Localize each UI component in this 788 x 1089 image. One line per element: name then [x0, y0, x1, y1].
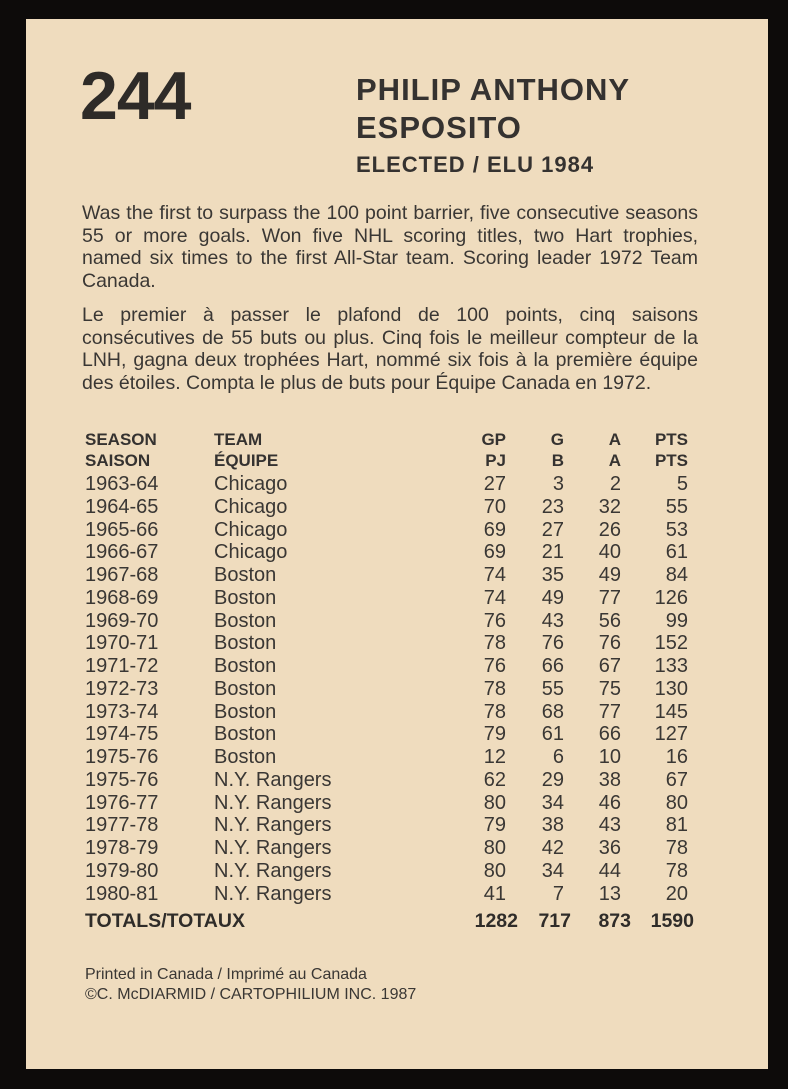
player-name-line2: ESPOSITO — [356, 110, 522, 145]
cell-a: 44 — [598, 859, 621, 882]
cell-season: 1975-76 — [85, 768, 159, 791]
cell-gp: 12 — [483, 746, 506, 768]
cell-gp: 70 — [483, 495, 506, 518]
cell-team: Boston — [214, 677, 277, 700]
cell-gp: 78 — [483, 632, 506, 655]
copyright: ©C. McDIARMID / CARTOPHILIUM INC. 1987 — [85, 986, 417, 1003]
cell-g: 6 — [552, 746, 564, 768]
cell-pts: 80 — [665, 791, 688, 814]
header-a: A A — [608, 430, 621, 470]
table-row — [26, 541, 768, 564]
cell-g: 55 — [541, 677, 564, 700]
cell-a: 67 — [598, 655, 621, 677]
cell-g: 3 — [552, 473, 564, 495]
cell-gp: 78 — [483, 677, 506, 700]
cell-pts: 16 — [665, 746, 688, 768]
footer — [85, 965, 416, 1005]
cell-g: 34 — [541, 791, 564, 814]
cell-gp: 69 — [483, 518, 506, 541]
totals-gp: 1282 — [474, 910, 518, 932]
cell-gp: 74 — [483, 586, 506, 609]
cell-gp: 79 — [483, 814, 506, 837]
cell-season: 1975-76 — [85, 746, 159, 768]
cell-pts: 152 — [654, 632, 688, 655]
cell-a: 36 — [598, 837, 621, 859]
table-row — [26, 632, 768, 655]
table-row — [26, 496, 768, 519]
bio-english: Was the first to surpass the 100 point barrier, five consecutive seasons 55 or more goals. Won five NHL scoring titles, two Hart trophies, named six times to the first All-Star team. Scoring leader 1972 Team Canada. — [82, 202, 698, 292]
cell-gp: 27 — [483, 473, 506, 495]
table-row — [26, 701, 768, 724]
totals-g: 717 — [538, 910, 571, 932]
player-name — [356, 71, 630, 147]
cell-gp: 78 — [483, 700, 506, 723]
cell-team: Boston — [214, 586, 277, 609]
cell-season: 1965-66 — [85, 518, 159, 541]
cell-pts: 78 — [665, 837, 688, 859]
cell-a: 46 — [598, 791, 621, 814]
cell-pts: 126 — [654, 586, 688, 609]
card-back — [26, 19, 768, 1069]
cell-season: 1967-68 — [85, 564, 159, 586]
totals-pts: 1590 — [650, 910, 694, 932]
cell-a: 32 — [598, 495, 621, 518]
cell-team: Boston — [214, 632, 277, 655]
cell-season: 1963-64 — [85, 473, 159, 495]
cell-g: 34 — [541, 859, 564, 882]
cell-gp: 62 — [483, 768, 506, 791]
cell-season: 1969-70 — [85, 609, 159, 632]
cell-a: 2 — [609, 473, 621, 495]
cell-team: Boston — [214, 564, 277, 586]
cell-pts: 99 — [665, 609, 688, 632]
cell-pts: 84 — [665, 564, 688, 586]
table-row — [26, 769, 768, 792]
cell-season: 1970-71 — [85, 632, 159, 655]
cell-pts: 61 — [665, 541, 688, 564]
table-row — [26, 792, 768, 815]
cell-gp: 76 — [483, 655, 506, 677]
cell-team: Chicago — [214, 541, 288, 564]
cell-team: N.Y. Rangers — [214, 837, 332, 859]
cell-pts: 127 — [654, 723, 688, 746]
cell-team: N.Y. Rangers — [214, 791, 332, 814]
cell-gp: 80 — [483, 859, 506, 882]
table-row — [26, 814, 768, 837]
cell-season: 1968-69 — [85, 586, 159, 609]
cell-pts: 53 — [665, 518, 688, 541]
cell-pts: 20 — [665, 882, 688, 905]
cell-gp: 74 — [483, 564, 506, 586]
cell-season: 1978-79 — [85, 837, 159, 859]
cell-a: 26 — [598, 518, 621, 541]
cell-pts: 67 — [665, 768, 688, 791]
cell-g: 7 — [552, 882, 564, 905]
table-row — [26, 655, 768, 678]
cell-g: 43 — [541, 609, 564, 632]
cell-g: 66 — [541, 655, 564, 677]
cell-g: 35 — [541, 564, 564, 586]
cell-team: Boston — [214, 746, 277, 768]
cell-team: Boston — [214, 655, 277, 677]
cell-g: 61 — [541, 723, 564, 746]
cell-season: 1974-75 — [85, 723, 159, 746]
cell-g: 42 — [541, 837, 564, 859]
table-row — [26, 564, 768, 587]
cell-a: 77 — [598, 586, 621, 609]
table-row — [26, 610, 768, 633]
cell-g: 49 — [541, 586, 564, 609]
cell-season: 1977-78 — [85, 814, 159, 837]
totals-label: TOTALS/TOTAUX — [85, 910, 245, 932]
cell-season: 1966-67 — [85, 541, 159, 564]
cell-a: 77 — [598, 700, 621, 723]
table-row — [26, 860, 768, 883]
table-row — [26, 519, 768, 542]
cell-pts: 5 — [676, 473, 688, 495]
cell-pts: 145 — [654, 700, 688, 723]
table-row — [26, 746, 768, 769]
cell-a: 56 — [598, 609, 621, 632]
cell-pts: 133 — [654, 655, 688, 677]
table-row — [26, 837, 768, 860]
cell-gp: 80 — [483, 837, 506, 859]
cell-team: Chicago — [214, 473, 288, 495]
table-row — [26, 678, 768, 701]
cell-team: Boston — [214, 609, 277, 632]
cell-gp: 80 — [483, 791, 506, 814]
cell-a: 10 — [598, 746, 621, 768]
cell-team: Chicago — [214, 495, 288, 518]
cell-season: 1964-65 — [85, 495, 159, 518]
cell-a: 43 — [598, 814, 621, 837]
cell-pts: 81 — [665, 814, 688, 837]
cell-g: 76 — [541, 632, 564, 655]
cell-season: 1971-72 — [85, 655, 159, 677]
cell-team: Boston — [214, 723, 277, 746]
cell-g: 68 — [541, 700, 564, 723]
cell-team: Boston — [214, 700, 277, 723]
cell-season: 1979-80 — [85, 859, 159, 882]
cell-a: 40 — [598, 541, 621, 564]
header-season: SEASON SAISON — [85, 430, 157, 470]
printed-in: Printed in Canada / Imprimé au Canada — [85, 966, 367, 983]
cell-a: 49 — [598, 564, 621, 586]
cell-team: N.Y. Rangers — [214, 814, 332, 837]
header-pts: PTS PTS — [654, 430, 688, 470]
cell-a: 76 — [598, 632, 621, 655]
cell-gp: 41 — [483, 882, 506, 905]
cell-pts: 130 — [654, 677, 688, 700]
table-row — [26, 723, 768, 746]
cell-team: N.Y. Rangers — [214, 768, 332, 791]
cell-g: 29 — [541, 768, 564, 791]
cell-season: 1973-74 — [85, 700, 159, 723]
cell-gp: 76 — [483, 609, 506, 632]
cell-pts: 55 — [665, 495, 688, 518]
player-name-line1: PHILIP ANTHONY — [356, 72, 631, 107]
cell-team: Chicago — [214, 518, 288, 541]
totals-row — [26, 910, 768, 934]
cell-gp: 69 — [483, 541, 506, 564]
elected-year: ELECTED / ELU 1984 — [356, 152, 595, 177]
cell-a: 66 — [598, 723, 621, 746]
card-number: 244 — [80, 58, 191, 134]
cell-pts: 78 — [665, 859, 688, 882]
table-row — [26, 587, 768, 610]
cell-g: 27 — [541, 518, 564, 541]
header-gp: GP PJ — [481, 430, 506, 470]
header-g: G B — [550, 430, 564, 470]
header-team: TEAM ÉQUIPE — [214, 430, 279, 470]
cell-season: 1980-81 — [85, 882, 159, 905]
cell-g: 21 — [541, 541, 564, 564]
cell-season: 1972-73 — [85, 677, 159, 700]
cell-g: 23 — [541, 495, 564, 518]
cell-team: N.Y. Rangers — [214, 859, 332, 882]
cell-a: 75 — [598, 677, 621, 700]
cell-a: 13 — [598, 882, 621, 905]
cell-a: 38 — [598, 768, 621, 791]
totals-a: 873 — [598, 910, 631, 932]
cell-season: 1976-77 — [85, 791, 159, 814]
cell-g: 38 — [541, 814, 564, 837]
bio-french: Le premier à passer le plafond de 100 points, cinq saisons consécutives de 55 buts ou plus. Cinq fois le meilleur compteur de la LNH, gagna deux trophées Hart, nommé six fois à la première équipe des étoiles. Compta le plus de buts pour Équipe Canada en 1972. — [82, 304, 698, 394]
cell-gp: 79 — [483, 723, 506, 746]
cell-team: N.Y. Rangers — [214, 882, 332, 905]
table-row — [26, 883, 768, 906]
table-row — [26, 473, 768, 496]
